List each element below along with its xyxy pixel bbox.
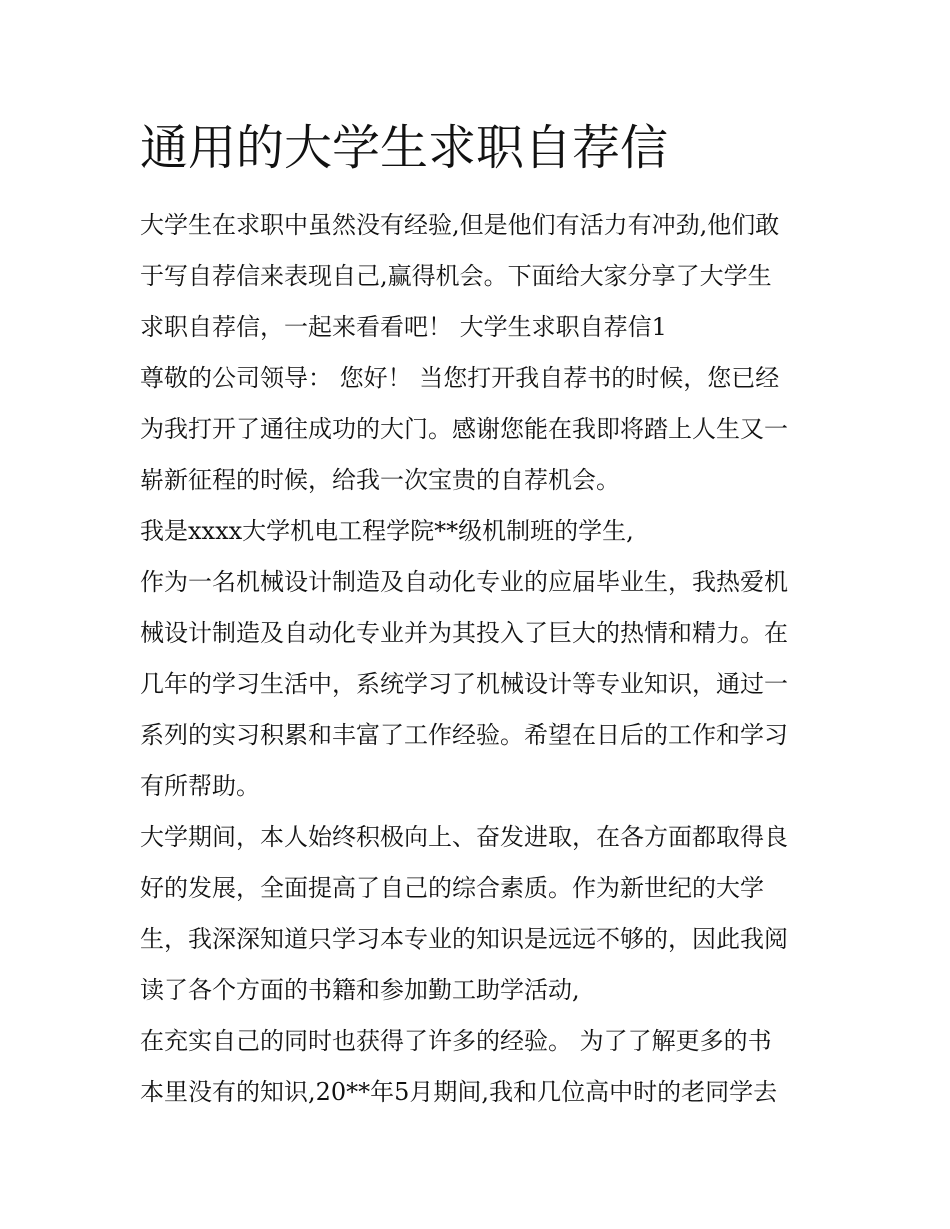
text-line: 读了各个方面的书籍和参加勤工助学活动, — [140, 976, 580, 1004]
text-line: 本里没有的知识,20**年5月期间,我和几位高中时的老同学去 — [140, 1078, 778, 1106]
text-line: 为我打开了通往成功的大门。感谢您能在我即将踏上人生又一 — [140, 415, 788, 443]
text-line: 我是xxxx大学机电工程学院**级机制班的学生, — [140, 517, 634, 545]
page-title: 通用的大学生求职自荐信 — [140, 120, 669, 176]
letter-body — [140, 200, 820, 1118]
text-line: 大学期间，本人始终积极向上、奋发进取，在各方面都取得良 — [140, 823, 788, 851]
text-line: 作为一名机械设计制造及自动化专业的应届毕业生，我热爱机 — [140, 568, 788, 596]
text-line: 于写自荐信来表现自己,赢得机会。下面给大家分享了大学生 — [140, 262, 772, 290]
text-line: 有所帮助。 — [140, 772, 260, 800]
text-line: 几年的学习生活中，系统学习了机械设计等专业知识，通过一 — [140, 670, 788, 698]
text-line: 械设计制造及自动化专业并为其投入了巨大的热情和精力。在 — [140, 619, 788, 647]
text-line: 好的发展，全面提高了自己的综合素质。作为新世纪的大学 — [140, 874, 764, 902]
text-line: 尊敬的公司领导： 您好！ 当您打开我自荐书的时候，您已经 — [140, 364, 780, 392]
text-line: 崭新征程的时候，给我一次宝贵的自荐机会。 — [140, 466, 620, 494]
text-line: 求职自荐信，一起来看看吧！ 大学生求职自荐信1 — [140, 313, 667, 341]
text-line: 生，我深深知道只学习本专业的知识是远远不够的，因此我阅 — [140, 925, 788, 953]
text-line: 系列的实习积累和丰富了工作经验。希望在日后的工作和学习 — [140, 721, 788, 749]
text-line: 在充实自己的同时也获得了许多的经验。 为了了解更多的书 — [140, 1027, 772, 1055]
text-line: 大学生在求职中虽然没有经验,但是他们有活力有冲劲,他们敢 — [140, 211, 780, 239]
